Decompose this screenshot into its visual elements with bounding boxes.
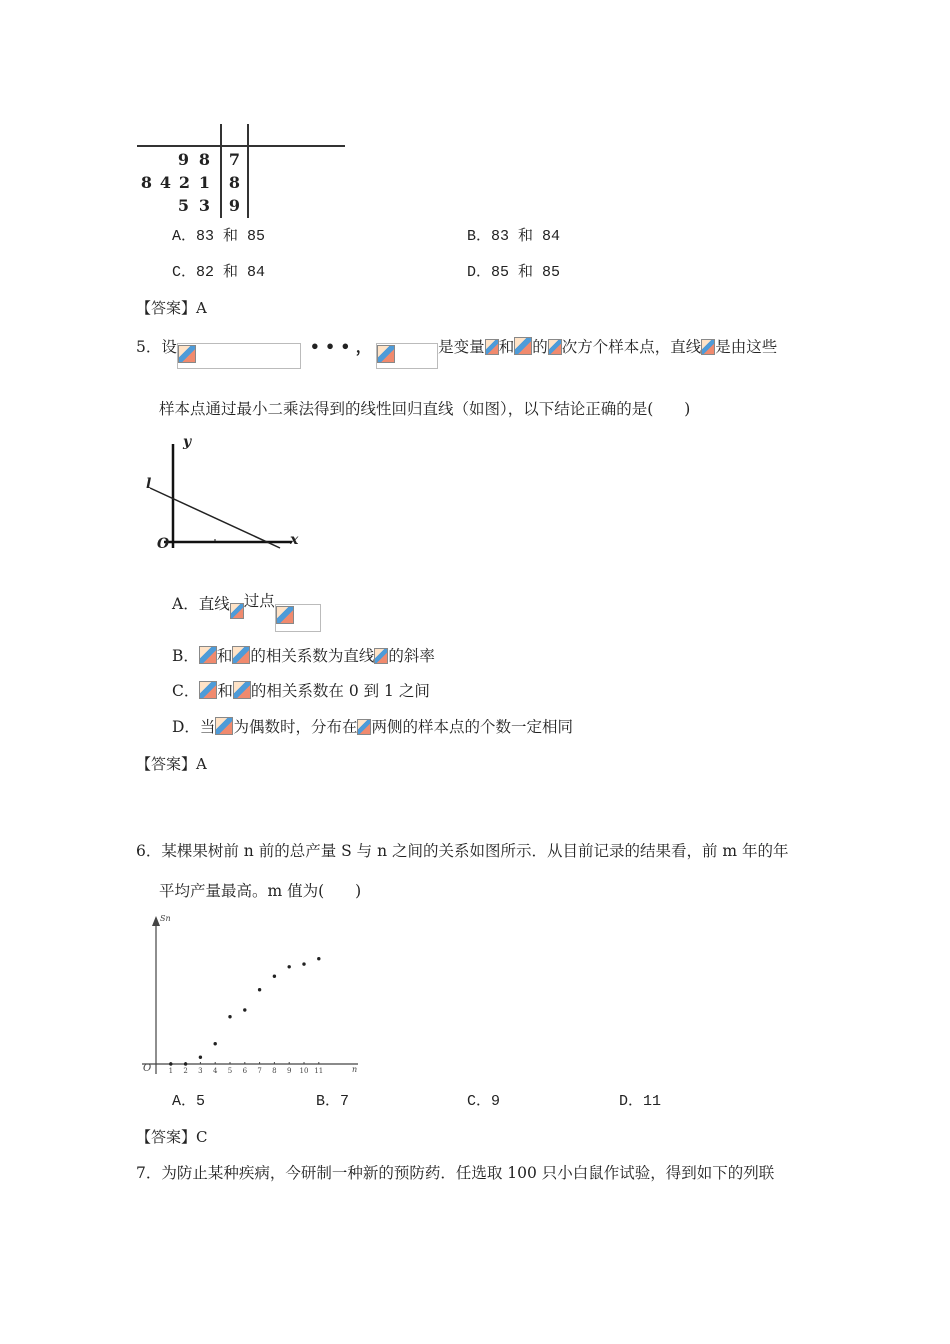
broken-image-icon xyxy=(178,345,196,363)
x-tick-label: 8 xyxy=(272,1067,277,1075)
stem: 8 xyxy=(228,173,241,192)
q7-line1: 7．为防止某种疾病，今研制一种新的预防药．任选取 100 只小白鼠作试验，得到如下的列联 xyxy=(136,1164,775,1182)
stem: 7 xyxy=(228,150,241,169)
x-tick-label: 3 xyxy=(198,1067,203,1075)
x-tick-label: 10 xyxy=(299,1067,309,1075)
broken-image-icon xyxy=(374,648,388,664)
regression-graph xyxy=(140,436,305,556)
q5-option-d: D．当 为偶数时，分布在 两侧的样本点的个数一定相同 xyxy=(172,718,573,736)
x-tick-label: 6 xyxy=(242,1067,248,1075)
q6-option-d: D．11 xyxy=(619,1093,662,1110)
origin-label: O xyxy=(157,536,170,552)
stem: 9 xyxy=(228,196,241,215)
formula-image xyxy=(275,604,321,632)
leaf: 2 xyxy=(178,173,191,192)
leaf: 3 xyxy=(198,196,211,215)
q6-answer: 【答案】C xyxy=(136,1128,208,1146)
x-tick-label: 11 xyxy=(314,1067,324,1075)
broken-image-icon xyxy=(215,717,233,735)
leaf: 8 xyxy=(198,150,211,169)
leaf: 1 xyxy=(198,173,211,192)
line-label: l xyxy=(146,476,152,492)
q4-option-c: C．82 和 84 xyxy=(172,264,266,281)
x-tick-label: 1 xyxy=(168,1067,174,1075)
leaf-row-9 xyxy=(173,194,215,217)
broken-image-icon xyxy=(233,681,251,699)
stem-leaf-plot xyxy=(137,124,347,219)
broken-image-icon xyxy=(548,339,562,355)
broken-image-icon xyxy=(357,719,371,735)
q4-answer: 【答案】A xyxy=(136,299,207,317)
broken-image-icon xyxy=(485,339,499,355)
q5-line2: 样本点通过最小二乘法得到的线性回归直线（如图），以下结论正确的是( ) xyxy=(159,400,691,418)
q4-option-d: D．85 和 85 xyxy=(467,264,561,281)
x-tick-label: 5 xyxy=(227,1067,233,1075)
broken-image-icon xyxy=(232,646,250,664)
q4-option-b: B．83 和 84 xyxy=(467,228,561,245)
q5-option-c: C． 和 的相关系数在 0 到 1 之间 xyxy=(172,682,430,700)
broken-image-icon xyxy=(377,345,395,363)
x-axis-label: x xyxy=(290,532,299,548)
leaf: 8 xyxy=(140,173,153,192)
q6-option-c: C．9 xyxy=(467,1093,501,1110)
formula-image xyxy=(376,343,438,369)
x-axis-label: n xyxy=(352,1065,358,1074)
q6-option-b: B．7 xyxy=(316,1093,350,1110)
q5-answer: 【答案】A xyxy=(136,755,207,773)
broken-image-icon xyxy=(701,339,715,355)
leaf: 5 xyxy=(177,196,190,215)
x-tick-label: 4 xyxy=(212,1067,218,1075)
leaf: 4 xyxy=(159,173,172,192)
q6-option-a: A．5 xyxy=(172,1093,206,1110)
broken-image-icon xyxy=(276,606,294,624)
broken-image-icon xyxy=(514,337,532,355)
q6-line2: 平均产量最高。m 值为( ) xyxy=(159,882,362,900)
y-axis-label: Sn xyxy=(160,914,171,923)
q4-option-a: A．83 和 85 xyxy=(172,228,266,245)
production-scatter-chart xyxy=(138,912,363,1082)
y-axis-label: y xyxy=(183,434,192,450)
x-tick-label: 9 xyxy=(286,1067,292,1075)
x-tick-label: 2 xyxy=(183,1067,188,1075)
leaf: 9 xyxy=(177,150,190,169)
formula-image xyxy=(177,343,301,369)
leaf-row-8 xyxy=(137,171,215,194)
leaf-row-7 xyxy=(173,148,215,171)
q5-line1: 5．设 • • • ， 是变量 和 的 次方个样本点，直线 是由这些 xyxy=(136,336,777,369)
broken-image-icon xyxy=(199,646,217,664)
q6-line1: 6．某棵果树前 n 前的总产量 S 与 n 之间的关系如图所示．从目前记录的结果看，前 m 年的年 xyxy=(136,842,789,860)
broken-image-icon xyxy=(199,681,217,699)
x-tick-label: 7 xyxy=(257,1067,262,1075)
broken-image-icon xyxy=(230,603,244,619)
q5-option-b: B． 和 的相关系数为直线 的斜率 xyxy=(172,647,435,665)
origin-label: O xyxy=(143,1063,152,1074)
q5-option-a: A．直线 过点 xyxy=(172,590,321,632)
